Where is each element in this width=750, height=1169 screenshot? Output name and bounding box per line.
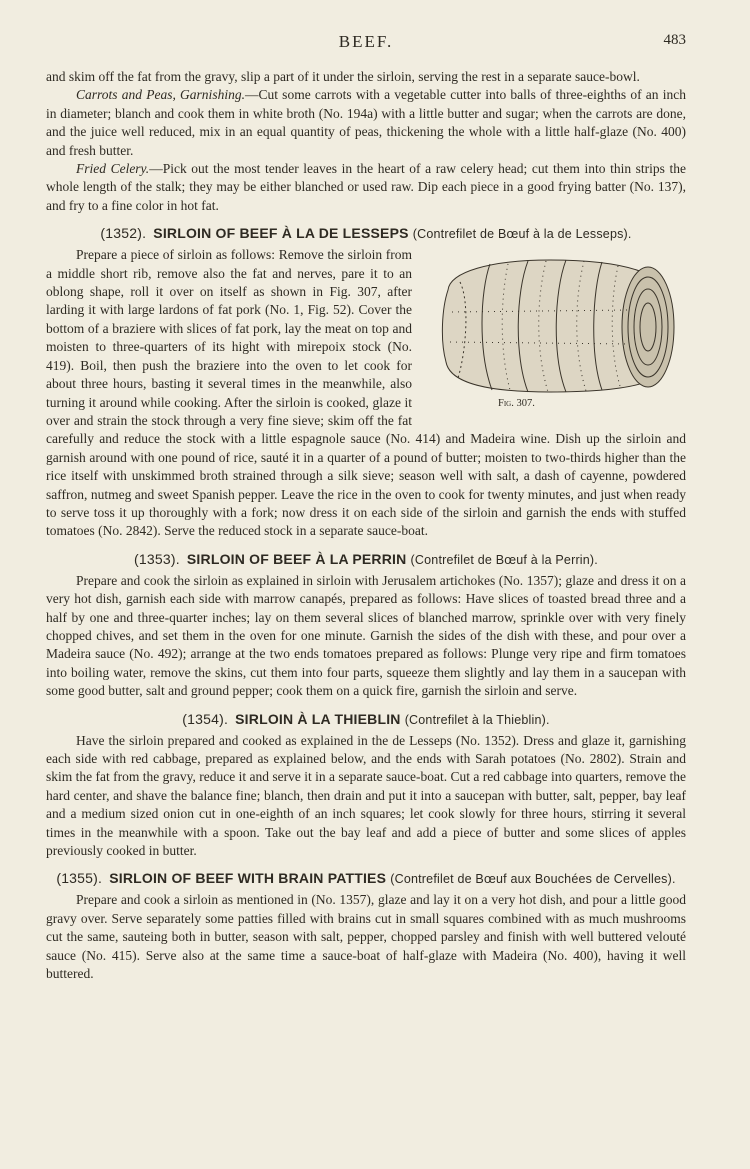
fried-celery-heading: Fried Celery. <box>76 161 150 177</box>
recipe-body-1354: Have the sirloin prepared and cooked as explained in the de Lesseps (No. 1352). Dress and glaze it, garnishing each side with red cabbage, prepared as explained below, and the ends with Sarah potatoes (No. 2802). Strain and skim the fat from the gravy, reduce it and serve it in a separate sauce-boat. Cut a red cabbage into quarters, remove the hard center, and shave the balance fine; blanch, then drain and put it into a saucepan with butter, salt, pepper, bay leaf and a medium sized onion cut in one-eighth of an inch squares; let cook slowly for three hours, stirring it several times in the meanwhile with a spoon. Take out the bay leaf and add a piece of butter and some slices of apples previously cooked in butter. <box>46 732 686 859</box>
recipe-body-1352: Prepare a piece of sirloin as follows: Remove the sirloin from a middle short rib, remove also the fat and nerves, pare it to an oblong shape, roll it over on itself as shown in Fig. 307, after larding it with large lardons of fat pork (No. 1, Fig. 52). Cover the bottom of a braziere with slices of fat pork, lay the meat on top and moisten to three-quarters of its hight with mirepoix stock (No. 419). Boil, then push the braziere into the oven to let cook for about three hours, basting it several times in the meanwhile, also turning it around while cooking. After the sirloin is cooked, glaze it over and strain the stock through a very fine sieve; skim off the fat carefully and reduce the stock with a little espagnole sauce (No. 414) and Madeira wine. Dish up the sirloin and garnish around with one pound of rice, sauté it in a quarter of a pound of butter; moisten to two-thirds higher than the rice itself with unskimmed broth strained through a silk sieve; season well with salt, a dash of cayenne, powdered saffron, nutmeg and sweet Spanish pepper. Leave the rice in the oven to cook for twenty minutes, and just when ready to serve toss it up thoroughly with a fork; now dress it on each side of the sirloin and garnish the ends with stuffed tomatoes (No. 2842). Serve the reduced stock in a separate sauce-boat. <box>46 247 686 539</box>
fried-celery-text: —Pick out the most tender leaves in the heart of a raw celery head; cut them into thin strips the whole length of the stalk; they may be either blanched or used raw. Dip each piece in a good frying batter (No. 137), and fry to a fine color in hot fat. <box>46 161 686 213</box>
recipe-title: SIRLOIN OF BEEF WITH BRAIN PATTIES <box>109 870 387 887</box>
fried-celery-paragraph <box>46 160 686 215</box>
recipe-title: SIRLOIN OF BEEF À LA PERRIN <box>186 550 407 567</box>
recipe-french-title: (Contrefilet de Bœuf à la de Lesseps). <box>412 227 632 242</box>
recipe-body-1355: Prepare and cook a sirloin as mentioned in (No. 1357), glaze and lay it on a very hot dish, and pour a little good gravy over. Serve separately some patties filled with brains cut in small squares combined with as much mushrooms cut the same, sauteing both in butter, season with salt, pepper, chopped parsley and finish with well buttered velouté sauce (No. 415). Serve also at the same time a sauce-boat of half-glaze with Madeira (No. 400), having it well buttered. <box>46 892 686 982</box>
recipe-heading-1352 <box>46 225 686 241</box>
recipe-number: (1352). <box>100 225 147 242</box>
recipe-french-title: (Contrefilet de Bœuf aux Bouchées de Cervelles). <box>390 872 676 887</box>
carrots-peas-text: —Cut some carrots with a vegetable cutter into balls of three-eighths of an inch in diameter; blanch and cook them in white broth (No. 194a) with a little butter and sugar; when the carrots are done, and the juice well reduced, mix in an equal quantity of peas, thickening the whole with a little half-glaze (No. 400) and fresh butter. <box>46 87 687 158</box>
page-title: BEEF. <box>338 32 394 51</box>
recipe-heading-1353 <box>46 551 686 567</box>
figure-caption: Fig. 307. <box>498 398 535 410</box>
recipe-number: (1355). <box>56 870 103 887</box>
page-number: 483 <box>663 32 686 48</box>
recipe-number: (1353). <box>134 550 180 567</box>
figure-307 <box>424 252 686 409</box>
recipe-title: SIRLOIN À LA THIEBLIN <box>235 710 401 727</box>
recipe-number: (1354). <box>182 710 229 727</box>
recipe-title: SIRLOIN OF BEEF À LA DE LESSEPS <box>153 225 409 242</box>
recipe-body-1353: Prepare and cook the sirloin as explained in sirloin with Jerusalem artichokes (No. 1357); glaze and dress it on a very hot dish, garnish each side with marrow canapés, prepared as follows: Have slices of toasted bread three and a half by one and three-quarter inches; lay on them several slices of blanched marrow, sprinkle over with very finely chopped chives, and set them in the oven for one minute. Garnish the sides of the dish with these, and pour over a Madeira sauce (No. 492); arrange at the two ends tomatoes prepared as follows: Plunge very ripe and firm tomatoes into boiling water, remove the skins, cut them into four parts, squeeze them slightly and lay them in a saucepan with some good butter, salt and ground pepper; cook them on a quick fire, garnish the sirloin and serve. <box>46 572 686 699</box>
recipe-french-title: (Contrefilet de Bœuf à la Perrin). <box>410 552 598 567</box>
recipe-heading-1355 <box>46 870 686 886</box>
running-head <box>46 30 686 68</box>
carrots-peas-paragraph <box>46 86 686 160</box>
continued-paragraph: and skim off the fat from the gravy, slip a part of it under the sirloin, serving the rest in a separate sauce-bowl. <box>46 69 640 84</box>
rolled-sirloin-illustration <box>430 252 680 396</box>
recipe-french-title: (Contrefilet à la Thieblin). <box>404 712 550 727</box>
carrots-peas-heading: Carrots and Peas, Garnishing. <box>76 87 245 103</box>
recipe-heading-1354 <box>46 711 686 727</box>
